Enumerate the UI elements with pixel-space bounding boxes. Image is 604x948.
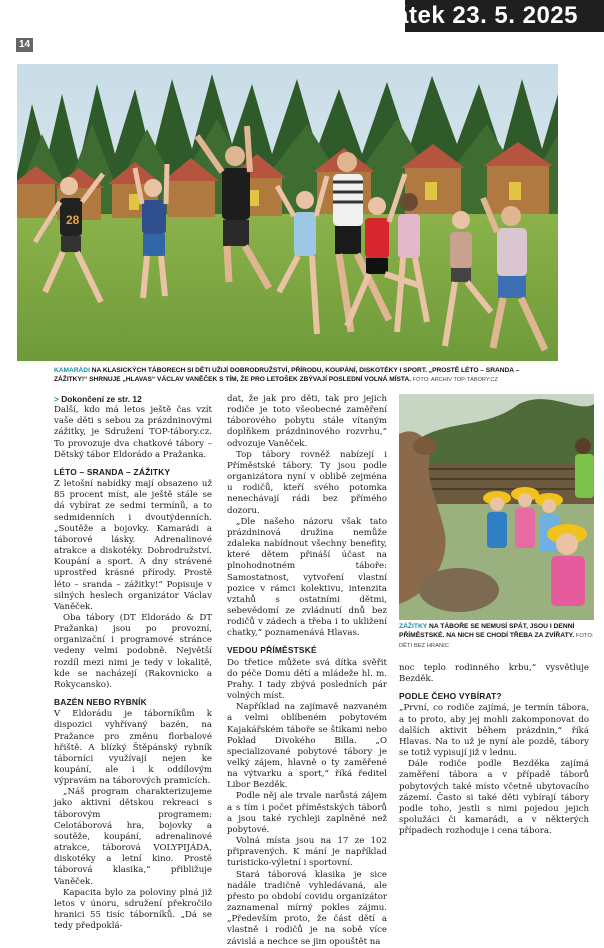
main-photo-caption xyxy=(54,366,544,385)
paragraph: Oba tábory (DT Eldorádo & DT Pražanka) jsou po provozní, organizační i programové stránce vedeny velmi podobně. Největší rozdíl mezi nimi je tedy v lokalitě, kde se nacházejí (Rakovnicko a Rokycansko). xyxy=(54,612,212,690)
paragraph: Stará táborová klasika je sice nadále tradičně vyhledávaná, ale přesto po období covidu organizátor zaznamenal mírný pokles zájmu. „Především proto, že část dětí a vlastně i rodičů je na sobě více závislá a nechce se jim opouštět na xyxy=(227,869,387,947)
paragraph: Například na zajímavě nazvaném a velmi oblíbeném pobytovém Kajakářském táboře se štikami nebo Poklad Divokého Billa. „O specializované pobytové tábory je velký zájem, hlavně o ty zaměřené na výtvarku a sport,“ říká ředitel Libor Bezděk. xyxy=(227,702,387,791)
caption-credit: FOTO: ARCHIV TOP-TÁBORY.CZ xyxy=(411,377,498,383)
paragraph: Dále rodiče podle Bezděka zajímá zaměření tábora a v případě táborů pobytových také místo včetně ubytovacího zázemí. Často si také děti vybírají tábory podle toho, jestli s nimi pojedou jejich spolužáci či kamarádi, a v některých případech rozhoduje i cena tábora. xyxy=(399,759,589,837)
paragraph: Kapacita bylo za poloviny plná již letos v únoru, sdružení překročilo hranici 55 tisíc táborníků. „Dá se tedy předpoklá- xyxy=(54,887,212,932)
side-photo xyxy=(399,394,594,620)
paragraph: dat, že jak pro děti, tak pro jejich rodiče je toto všeobecné zaměření táborového pobytu stále vítaným doplňkem prázdninového rozvrhu,“ odvozuje Vaněček. xyxy=(227,394,387,449)
paragraph: Další, kdo má letos ještě čas vzít vaše děti s sebou za prázdninovými zážitky, je Sdružení TOP-tábory.cz. To provozuje dva chatkové tábory – Dětský tábor Eldorádo a Pražanka. xyxy=(54,405,212,460)
camp-kids-jumping-image xyxy=(17,64,558,361)
jersey-number: 28 xyxy=(66,213,80,227)
paragraph: Volná místa jsou na 17 ze 102 připravených. K mání je například turisticko-výletní i sportovní. xyxy=(227,836,387,869)
page-number: 14 xyxy=(16,38,33,52)
side-photo-caption xyxy=(399,622,594,651)
subheading: BAZÉN NEBO RYBNÍK xyxy=(54,697,147,708)
caption-lead: KAMARÁDI xyxy=(54,367,90,374)
caption-credit: FOTO: DĚTI BEZ HRANIC xyxy=(399,633,594,649)
subheading: LÉTO – SRANDA – ZÁŽITKY xyxy=(54,466,171,477)
paragraph: Do třetice můžete svá dítka svěřit do péče Domu dětí a mládeže hl. m. Prahy. I tady zbývá posledních pár volných míst. xyxy=(227,657,387,702)
main-photo xyxy=(17,64,558,361)
continued-from: > Dokončení ze str. 12 xyxy=(54,394,142,404)
continued-arrow-icon: > xyxy=(54,394,62,404)
subheading: VEDOU PŘÍMĚSTSKÉ xyxy=(227,645,317,656)
caption-lead: ZÁŽITKY xyxy=(399,623,428,630)
caption-text: NA TÁBOŘE SE NEMUSÍ SPÁT, JSOU I DENNÍ PŘÍMĚSTSKÉ. NA NICH SE CHODÍ TŘEBA ZA ZVÍŘATY. xyxy=(399,623,575,639)
children-with-animals-image xyxy=(399,394,594,620)
paragraph: V Eldorádu je táborníkům k dispozici vyhřívaný bazén, na Pražance pro změnu florbalové hřiště. A blízký Štěpánský rybník táborníci využívají nejen ke koupání, ale i k oddílovým výpravám na táborových pramicích. xyxy=(54,709,212,787)
paragraph: Top tábory rovněž nabízejí i Příměstské tábory. Ty jsou podle organizátora nyní v oblibě zejména u rodičů, kteří svého potomka nenechávají rádi bez přímého dozoru. xyxy=(227,449,387,516)
caption-text: NA KLASICKÝCH TÁBORECH SI DĚTI UŽIJÍ DOBRODRUŽSTVÍ, PŘÍRODU, KOUPÁNÍ, DISKOTÉKY I SPORT. „PROSTĚ LÉTO – SRANDA – ZÁŽITKY!“ SHRNUJE „HLAVAS“ VÁCLAV VANĚČEK S TÍM, ŽE PRO LETOŠEK ZBÝVAJÍ POSLEDNÍ VOLNÁ MÍSTA. xyxy=(54,367,520,383)
paragraph: Podle něj ale trvale narůstá zájem a s tím i počet příměstských táborů a jsou také rychleji zaplněné než pobytové. xyxy=(227,791,387,835)
paragraph: „Dle našeho názoru však tato prázdninová družina nemůže zdaleka nabídnout všechny benefity, které dětem přináší účast na plnohodnotném táboře: Samostatnost, vytvoření vlastní pozice v rámci kolektivu, intenzita vztahů s ostatními dětmi, sebevědomí ze zvládnutí dnů bez rodičů v zádech a třeba i to ukližení chatky,“ poznamenává Hlavas. xyxy=(227,516,387,639)
article-column-1 xyxy=(54,394,212,932)
article-column-3 xyxy=(399,663,589,837)
paragraph: Z letošní nabídky mají obsazeno už 85 procent míst, ale ještě stále se dá vybírat ze sedmi termínů, a to sedmidenních i dvoutýdenních. „Soutěže a bojovky. Kamarádi a táborové lásky. Adrenalinové atrakce a diskotéky. Dobrodružství. Koupání a sport. A dny strávené uprostřed krásné přírody. Prostě léto – sranda – zážitky!“ Popisuje v silných heslech organizátor Václav Vaněček. xyxy=(54,479,212,612)
issue-date: Pátek 23. 5. 2025 xyxy=(378,2,578,29)
article-column-2 xyxy=(227,394,387,948)
paragraph: noc teplo rodinného krbu,“ vysvětluje Bezděk. xyxy=(399,663,589,685)
paragraph: „První, co rodiče zajímá, je termín tábora, a to proto, aby jej mohli zakomponovat do dalších aktivit během prázdnin,“ říká Hlavas. Na to už je nyní ale pozdě, tábory se totiž vypisují již v lednu. xyxy=(399,703,589,759)
paragraph: „Náš program charakterizujeme jako aktivní dětskou rekreaci s táborovým programem: Celotáborová hra, bojovky a soutěže, koupání, adrenalinové atrakce, táborová VOLYPIJÁDA, diskotéky a letní kino. Prostě táborová klasika,“ přibližuje Vaněček. xyxy=(54,787,212,887)
subheading: PODLE ČEHO VYBÍRAT? xyxy=(399,691,502,702)
